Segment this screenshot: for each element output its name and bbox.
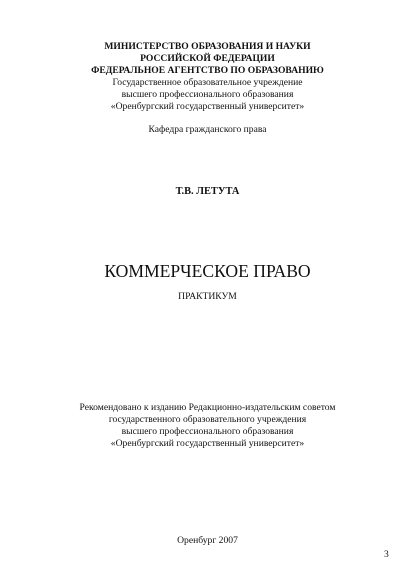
recommendation-line-1: Рекомендовано к изданию Редакционно-издательским советом [79, 402, 336, 413]
department-name: Кафедра гражданского права [148, 124, 267, 135]
federation-heading: РОССИЙСКОЙ ФЕДЕРАЦИИ [140, 53, 275, 64]
document-title: КОММЕРЧЕСКОЕ ПРАВО [104, 261, 311, 281]
university-name: «Оренбургский государственный университет» [110, 101, 305, 112]
recommendation-line-2: государственного образовательного учреждения [108, 414, 307, 425]
document-subtitle: ПРАКТИКУМ [178, 291, 237, 302]
recommendation-line-4: «Оренбургский государственный университет» [110, 438, 305, 449]
ministry-heading: МИНИСТЕРСТВО ОБРАЗОВАНИЯ И НАУКИ [104, 41, 311, 52]
institution-type-line-2: высшего профессионального образования [121, 89, 294, 100]
institution-type-line-1: Государственное образовательное учреждение [112, 77, 303, 88]
city-year: Оренбург 2007 [177, 535, 238, 546]
page-number: 3 [384, 549, 389, 560]
recommendation-line-3: высшего профессионального образования [121, 426, 294, 437]
author-name: Т.В. ЛЕТУТА [175, 186, 240, 197]
agency-heading: ФЕДЕРАЛЬНОЕ АГЕНТСТВО ПО ОБРАЗОВАНИЮ [91, 65, 324, 76]
